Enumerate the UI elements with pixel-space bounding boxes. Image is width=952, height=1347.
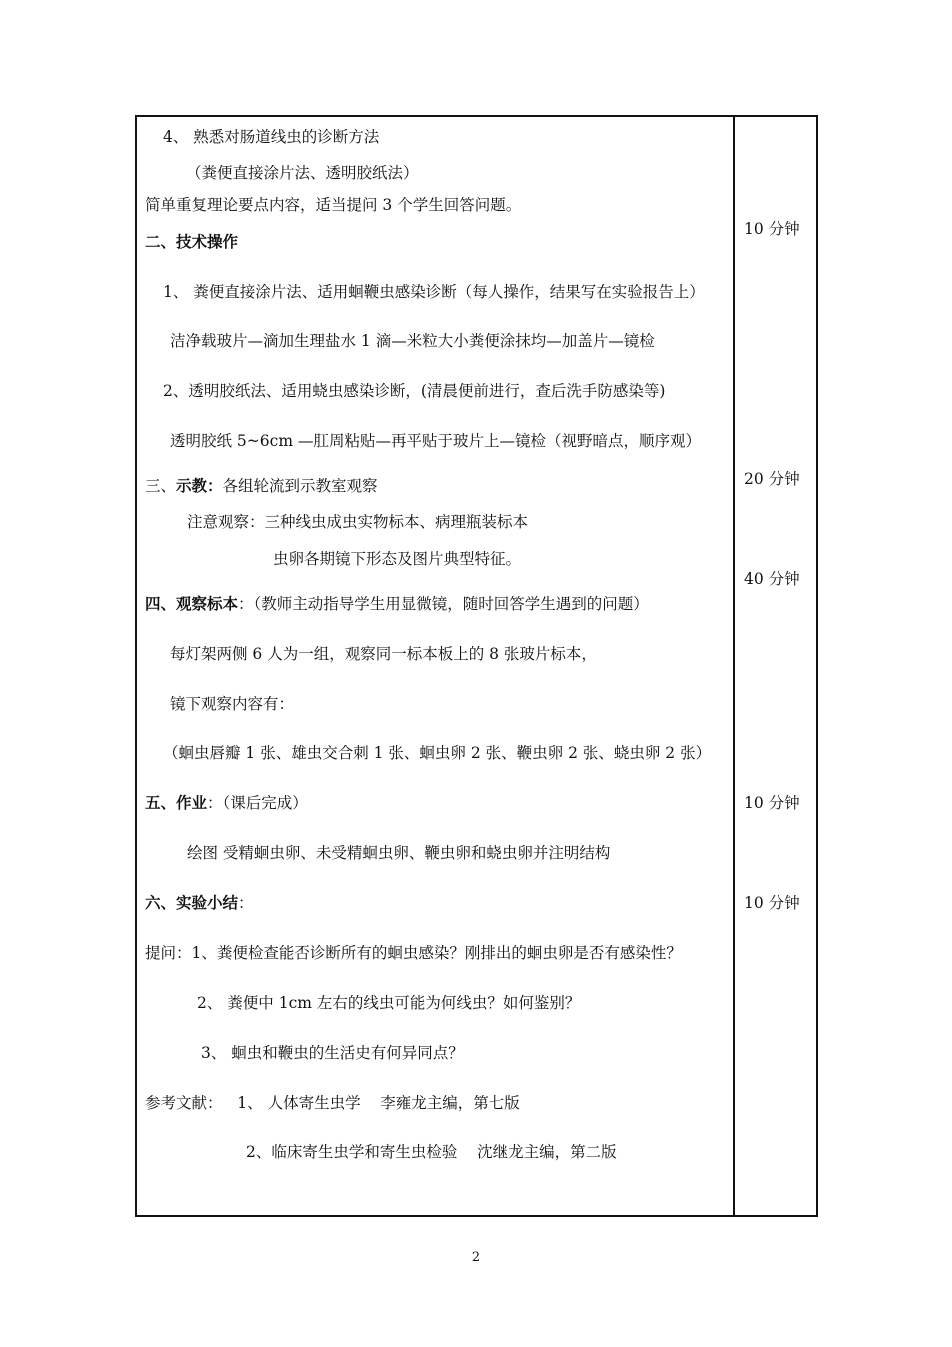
section-3-number: 三、 — [145, 477, 177, 495]
procedure-2: 2、透明胶纸法、适用蛲虫感染诊断，(清晨便前进行，查后洗手防感染等) — [163, 382, 666, 400]
objective-4-methods: （粪便直接涂片法、透明胶纸法） — [186, 164, 419, 182]
reference-2: 2、临床寄生虫学和寄生虫检验 沈继龙主编，第二版 — [246, 1143, 617, 1161]
section-5-title: 五、作业 — [145, 793, 208, 812]
column-divider — [733, 115, 735, 1217]
demo-observe: 注意观察：三种线虫成虫实物标本、病理瓶装标本 — [187, 513, 529, 531]
section-3-heading — [145, 476, 378, 496]
time-summary: 10 分钟 — [744, 894, 800, 912]
section-2-heading: 二、技术操作 — [145, 232, 239, 251]
time-observe: 40 分钟 — [744, 570, 800, 588]
question-1: 提问：1、粪便检查能否诊断所有的蛔虫感染？刚排出的蛔虫卵是否有感染性？ — [145, 944, 682, 962]
procedure-2-steps: 透明胶纸 5~6cm —肛周粘贴—再平贴于玻片上—镜检（视野暗点，顺序观） — [170, 432, 701, 450]
section-4-title: 四、观察标本 — [145, 594, 239, 613]
homework-task: 绘图 受精蛔虫卵、未受精蛔虫卵、鞭虫卵和蛲虫卵并注明结构 — [187, 844, 611, 862]
section-4-heading — [145, 594, 649, 614]
specimen-list: （蛔虫唇瓣 1 张、雄虫交合刺 1 张、蛔虫卵 2 张、鞭虫卵 2 张、蛲虫卵 2 张） — [163, 744, 712, 762]
section-6-colon: ： — [238, 894, 254, 912]
section-3-text: 各组轮流到示教室观察 — [222, 477, 378, 495]
observe-content-label: 镜下观察内容有： — [170, 695, 295, 713]
page-number: 2 — [471, 1250, 481, 1265]
question-3: 3、 蛔虫和鞭虫的生活史有何异同点？ — [201, 1044, 464, 1062]
section-5-heading — [145, 793, 308, 813]
time-homework: 10 分钟 — [744, 794, 800, 812]
section-4-text: ：（教师主动指导学生用显微镜，随时回答学生遇到的问题） — [238, 595, 649, 613]
section-3-title: 示教 — [176, 476, 208, 495]
procedure-1: 1、 粪便直接涂片法、适用蛔鞭虫感染诊断（每人操作，结果写在实验报告上） — [163, 283, 705, 301]
section-6-title: 六、实验小结 — [145, 893, 239, 912]
time-review: 10 分钟 — [744, 220, 800, 238]
procedure-1-steps: 洁净载玻片—滴加生理盐水 1 滴—米粒大小粪便涂抹均—加盖片—镜检 — [170, 332, 655, 350]
question-2: 2、 粪便中 1cm 左右的线虫可能为何线虫？如何鉴别？ — [197, 994, 581, 1012]
demo-observe-cont: 虫卵各期镜下形态及图片典型特征。 — [273, 550, 522, 568]
grouping-note: 每灯架两侧 6 人为一组，观察同一标本板上的 8 张玻片标本， — [170, 645, 597, 663]
section-5-text: ：（课后完成） — [207, 794, 308, 812]
objective-4: 4、 熟悉对肠道线虫的诊断方法 — [163, 128, 380, 146]
time-demo: 20 分钟 — [744, 470, 800, 488]
section-6-heading — [145, 893, 254, 913]
reference-1: 参考文献： 1、 人体寄生虫学 李雍龙主编，第七版 — [145, 1094, 520, 1112]
section-3-colon: ： — [207, 476, 223, 495]
review-note: 简单重复理论要点内容，适当提问 3 个学生回答问题。 — [145, 196, 522, 214]
